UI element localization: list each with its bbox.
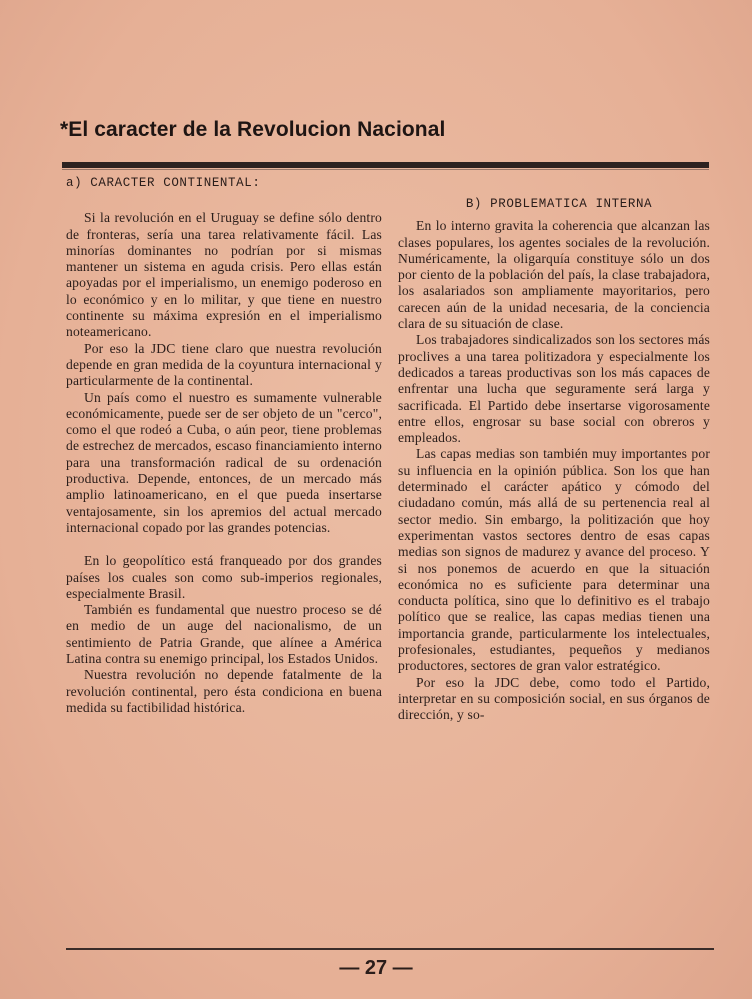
page-title: *El caracter de la Revolucion Nacional — [60, 118, 446, 141]
paragraph: Por eso la JDC tiene claro que nuestra revolución depende en gran medida de la coyuntura internacional y particularmente de la continental. — [66, 340, 382, 389]
right-column — [398, 196, 710, 724]
paragraph: Los trabajadores sindicalizados son los sectores más proclives a una tarea politizadora y especialmente los dedicados a tareas productivas son los más capaces de enfrentar una lucha que seguramente será larga y sacrificada. El Partido debe insertarse vigorosamente entre ellos, engrosar su base social con obreros y empleados. — [398, 332, 710, 446]
title-rule — [62, 162, 709, 168]
paragraph: Las capas medias son también muy importantes por su influencia en la opinión pública. Son los que han determinado el carácter apático y cómodo del ciudadano común, más allá de su pertenencia real al sector medio. Sin embargo, la politización que hoy experimentan vastos sectores dentro de esas capas medias son signos de madurez y avance del proceso. Y si nos ponemos de acuerdo en que la situación económica no es suficiente para determinar una conducta política, sino que lo definitivo es el trabajo político que se realice, las capas medias tienen una importancia grande, particularmente los intelectuales, profesionales, estudiantes, pequeños y medianos productores, sectores de gran valor estratégico. — [398, 446, 710, 674]
page-number: — 27 — — [339, 957, 413, 979]
paragraph: En lo interno gravita la coherencia que alcanzan las clases populares, los agentes sociales de la revolución. Numéricamente, la oligarquía constituye sólo un dos por ciento de la población del país, la clase trabajadora, los asalariados son ampliamente mayoritarios, pero carecen aún de la unidad necesaria, de la conciencia clara de su situación de clase. — [398, 218, 710, 332]
section-heading-continental: a) CARACTER CONTINENTAL: — [66, 176, 261, 190]
paragraph: Si la revolución en el Uruguay se define sólo dentro de fronteras, sería una tarea relativamente fácil. Las minorías dominantes no podrían por si mismas mantener un sistema en aguda crisis. Pero ellas están apoyadas por el imperialismo, un enemigo poderoso en lo económico y en lo militar, y que tiene en nuestro continente su máxima expresión en el imperialismo noteamericano. — [66, 210, 382, 340]
section-heading-interna: B) PROBLEMATICA INTERNA — [465, 197, 653, 211]
paragraph: En lo geopolítico está franqueado por dos grandes países los cuales son como sub-imperios regionales, especialmente Brasil. — [66, 553, 382, 601]
paragraph: Nuestra revolución no depende fatalmente de la revolución continental, pero ésta condiciona en buena medida su factibilidad histórica. — [66, 667, 382, 715]
paragraph: También es fundamental que nuestro proceso se dé en medio de un auge del nacionalismo, de un sentimiento de Patria Grande, que alínee a América Latina contra su enemigo principal, los Estados Unidos. — [66, 602, 382, 667]
paragraph: Por eso la JDC debe, como todo el Partido, interpretar en su composición social, en sus órganos de dirección, y so- — [398, 674, 710, 723]
footer-rule — [66, 948, 714, 950]
paragraph: Un país como el nuestro es sumamente vulnerable económicamente, puede ser de ser objeto de un "cerco", como el que rodeó a Cuba, o aún peor, tiene problemas de estrechez de mercados, escaso financiamiento interno para una transformación radical de su ordenación productiva. Depende, entonces, de un mercado más amplio latinoamericano, en el que pueda insertarse ventajosamente, sin los apremios del actual mercado internacional copado por las grandes potencias. — [66, 389, 382, 535]
left-column — [66, 175, 382, 716]
